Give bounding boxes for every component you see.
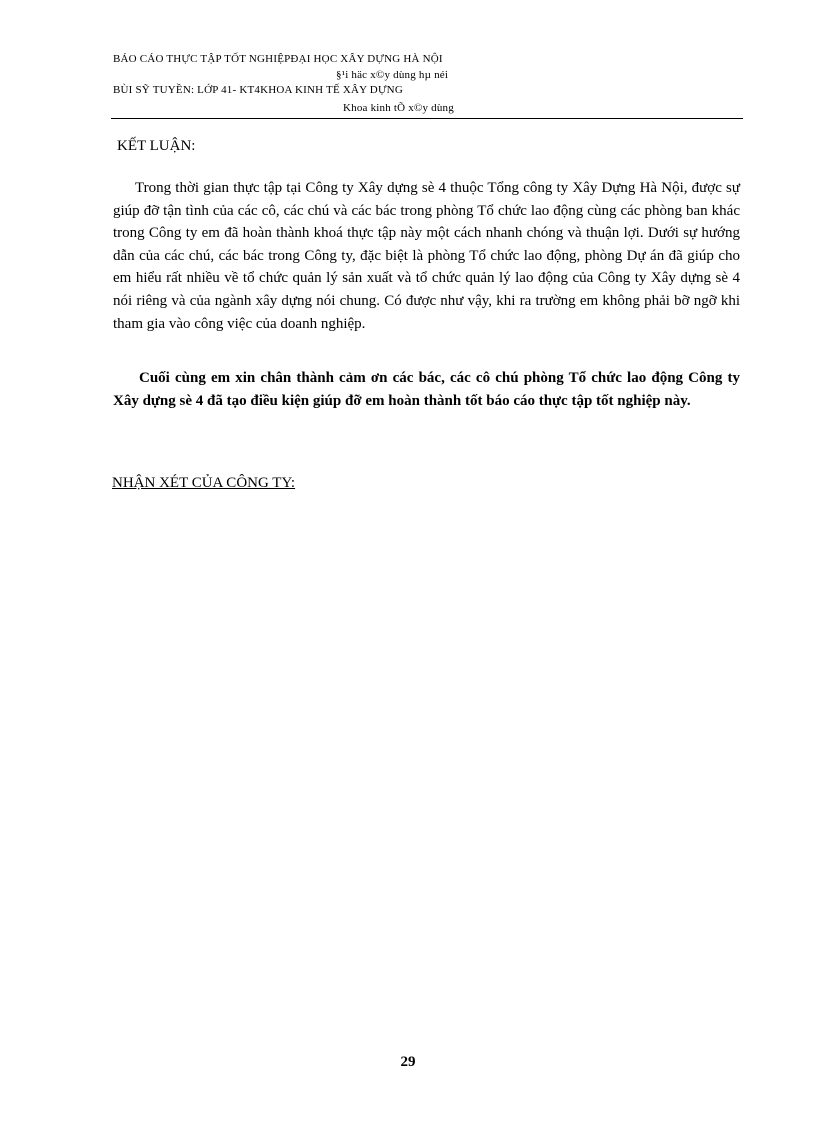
- conclusion-paragraph: [113, 177, 740, 335]
- page-number: 29: [400, 1054, 416, 1070]
- conclusion-heading: KẾT LUẬN:: [117, 138, 196, 154]
- company-review-heading: NHẬN XÉT CỦA CÔNG TY:: [112, 475, 296, 491]
- header-faculty-legacy: Khoa kinh tÕ x©y dùng: [343, 102, 454, 114]
- header-divider: [111, 118, 743, 119]
- header-author-class: BÙI SỸ TUYỀN: LỚP 41- KT4KHOA KINH TẾ XÂY DỰNG: [113, 84, 403, 96]
- thanks-paragraph: [113, 367, 740, 413]
- header-university-legacy: §¹i häc x©y dùng hµ néi: [336, 69, 449, 81]
- conclusion-paragraph-text: Trong thời gian thực tập tại Công ty Xây dựng sè 4 thuộc Tổng công ty Xây Dựng Hà Nội, được sự giúp đỡ tận tình của các cô, các chú và các bác trong phòng Tổ chức lao động cùng các phòng ban khác trong Công ty em đã hoàn thành khoá thực tập này một cách nhanh chóng và thuận lợi. Dưới sự hướng dẫn của các chú, các bác trong Công ty, đặc biệt là phòng Tổ chức lao động, phòng Dự án đã giúp cho em hiểu rất nhiều về tổ chức quản lý sản xuất và tổ chức quản lý lao động của Công ty Xây dựng sè 4 nói riêng và của ngành xây dựng nói chung. Có được như vậy, khi ra trường em không phải bỡ ngỡ khi tham gia vào công việc của doanh nghiệp.: [113, 180, 740, 332]
- thanks-paragraph-text: Cuối cùng em xin chân thành cảm ơn các bác, các cô chú phòng Tổ chức lao động Công ty Xây dựng sè 4 đã tạo điều kiện giúp đỡ em hoàn thành tốt báo cáo thực tập tốt nghiệp này.: [113, 370, 740, 409]
- header-report-title: BÁO CÁO THỰC TẬP TỐT NGHIỆPĐẠI HỌC XÂY DỰNG HÀ NỘI: [113, 53, 443, 65]
